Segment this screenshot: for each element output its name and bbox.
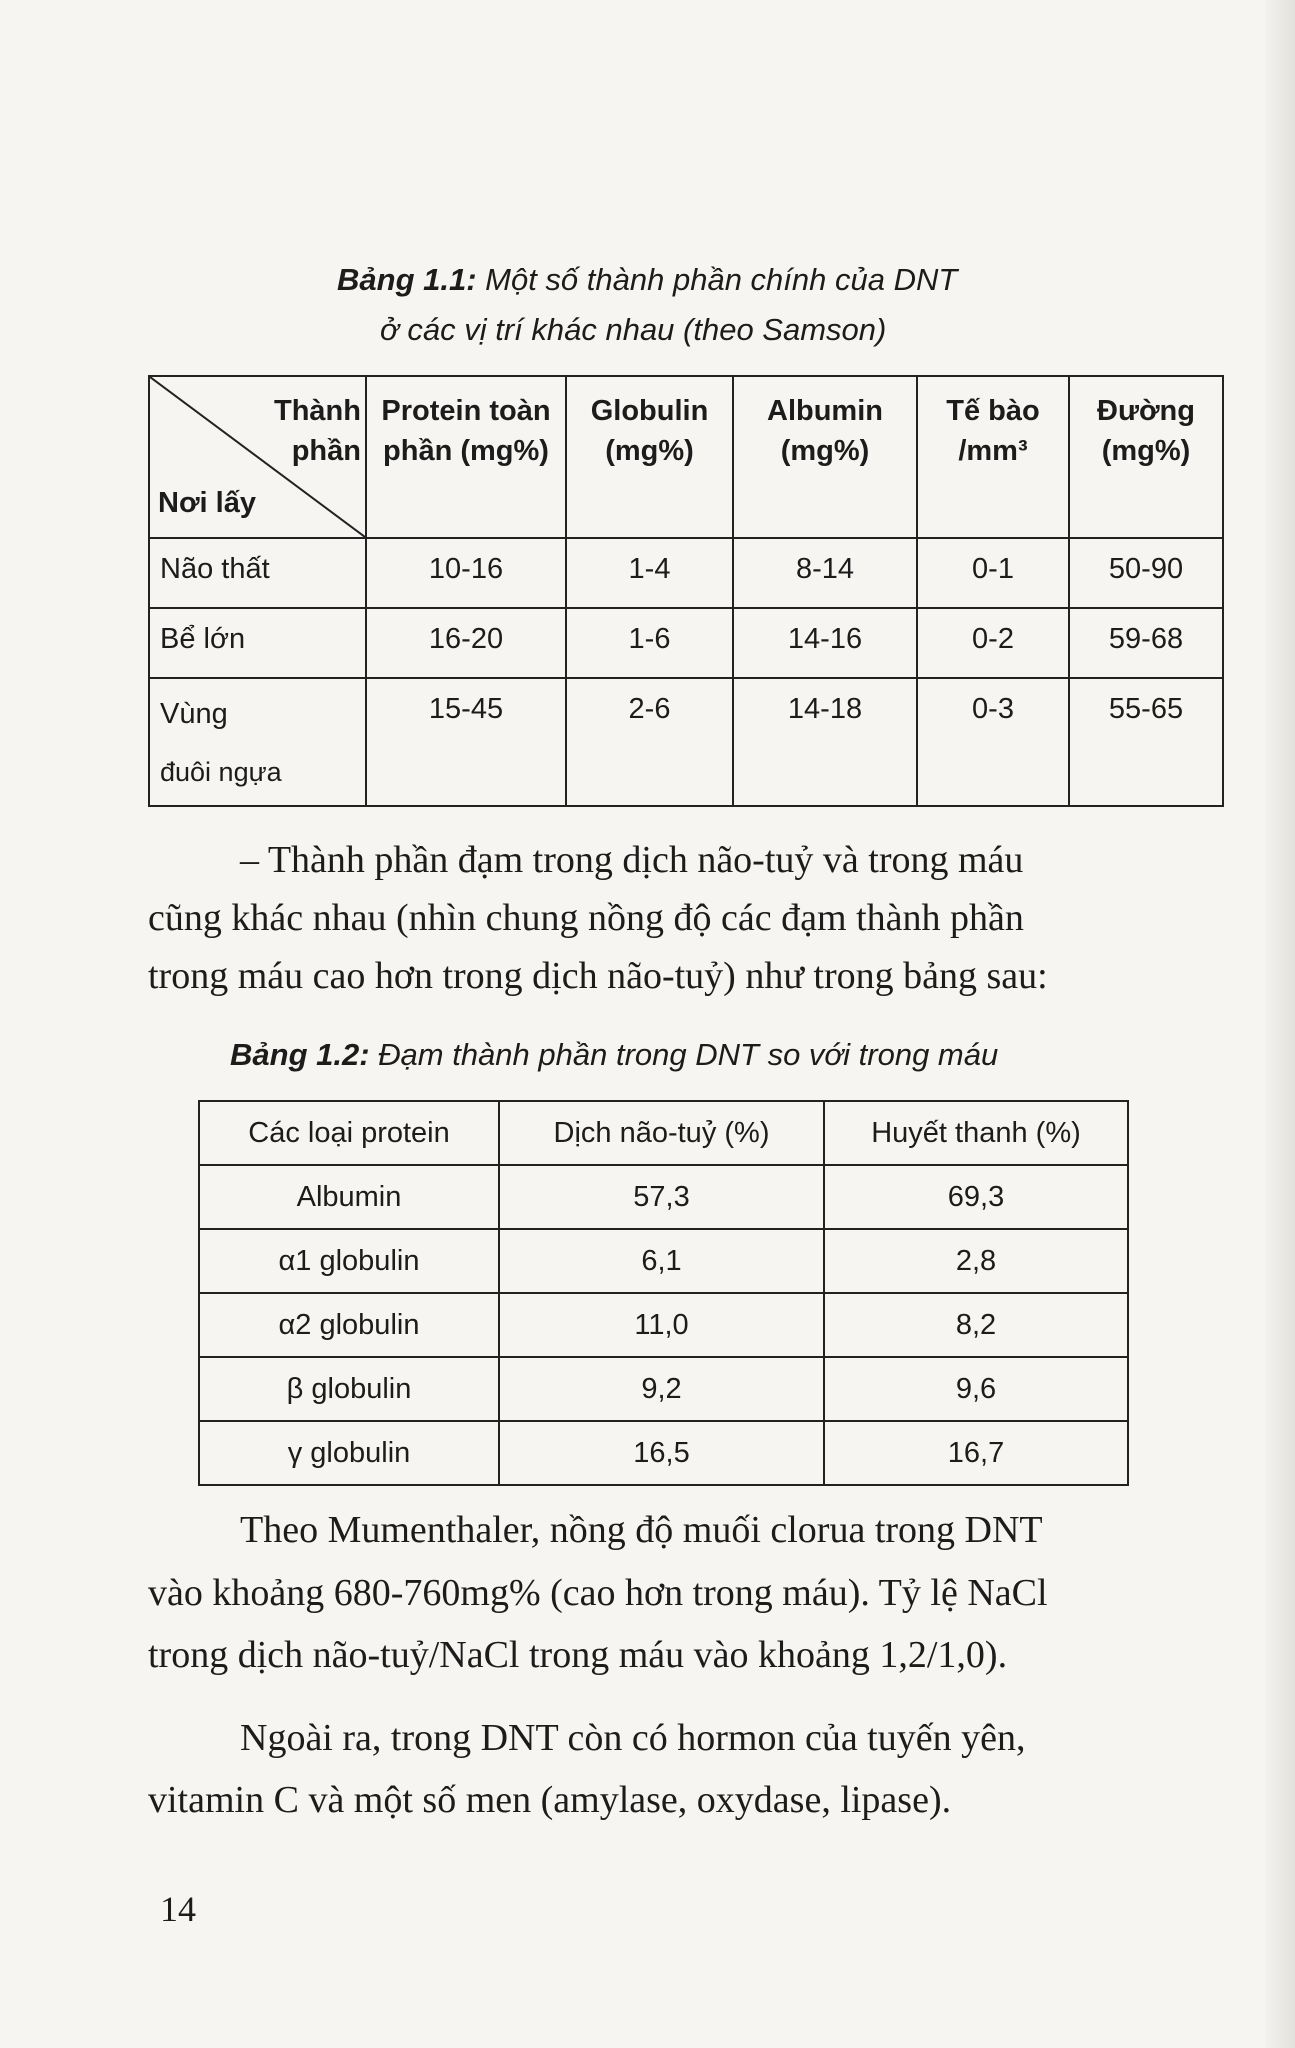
cell-csf: 6,1 xyxy=(499,1229,824,1293)
row-label: Não thất xyxy=(149,538,366,608)
paragraph1-line2: cũng khác nhau (nhìn chung nồng độ các đạm thành phần xyxy=(148,897,1024,939)
protein-fractions-table xyxy=(198,1100,1129,1486)
header-globulin: Globulin (mg%) xyxy=(566,376,733,538)
row-label: Bể lớn xyxy=(149,608,366,678)
table-header-row xyxy=(199,1101,1128,1165)
cell-globulin: 2-6 xyxy=(566,678,733,806)
row-label: Vùng đuôi ngựa xyxy=(149,678,366,806)
paragraph1-line3: trong máu cao hơn trong dịch não-tuỷ) như trong bảng sau: xyxy=(148,955,1048,997)
table1-caption-label: Bảng 1.1: xyxy=(337,262,477,297)
table1-caption-line2: ở các vị trí khác nhau (theo Samson) xyxy=(380,312,887,347)
table-row xyxy=(149,538,1223,608)
cell-serum: 9,6 xyxy=(824,1357,1128,1421)
header-cells: Tế bào /mm³ xyxy=(917,376,1069,538)
cell-cells: 0-2 xyxy=(917,608,1069,678)
cell-csf: 9,2 xyxy=(499,1357,824,1421)
cell-glucose: 59-68 xyxy=(1069,608,1223,678)
page-number: 14 xyxy=(160,1889,196,1929)
table2-caption-text: Đạm thành phần trong DNT so với trong máu xyxy=(369,1037,999,1072)
csf-components-table xyxy=(148,375,1224,807)
paragraph2-line2: vào khoảng 680-760mg% (cao hơn trong máu). Tỷ lệ NaCl xyxy=(148,1572,1048,1614)
header-protein-type: Các loại protein xyxy=(199,1101,499,1165)
header-csf: Dịch não-tuỷ (%) xyxy=(499,1101,824,1165)
table-row xyxy=(149,678,1223,806)
cell-globulin: 1-6 xyxy=(566,608,733,678)
cell-globulin: 1-4 xyxy=(566,538,733,608)
table-row xyxy=(199,1165,1128,1229)
table-row xyxy=(199,1421,1128,1485)
header-protein: Protein toàn phần (mg%) xyxy=(366,376,566,538)
corner-header-cell xyxy=(149,376,366,538)
table-row xyxy=(149,608,1223,678)
table-row xyxy=(199,1229,1128,1293)
table-row xyxy=(199,1357,1128,1421)
paragraph2-line3: trong dịch não-tuỷ/NaCl trong máu vào khoảng 1,2/1,0). xyxy=(148,1634,1008,1676)
cell-albumin: 8-14 xyxy=(733,538,917,608)
paragraph2-line1: Theo Mumenthaler, nồng độ muối clorua trong DNT xyxy=(240,1509,1043,1551)
cell-csf: 11,0 xyxy=(499,1293,824,1357)
table2-caption-label: Bảng 1.2: xyxy=(230,1037,370,1072)
paragraph3-line1: Ngoài ra, trong DNT còn có hormon của tuyến yên, xyxy=(240,1717,1026,1759)
cell-protein: 10-16 xyxy=(366,538,566,608)
paragraph3-line2: vitamin C và một số men (amylase, oxydase, lipase). xyxy=(148,1779,952,1821)
cell-serum: 8,2 xyxy=(824,1293,1128,1357)
cell-csf: 57,3 xyxy=(499,1165,824,1229)
cell-cells: 0-1 xyxy=(917,538,1069,608)
cell-cells: 0-3 xyxy=(917,678,1069,806)
table-row xyxy=(199,1293,1128,1357)
cell-glucose: 50-90 xyxy=(1069,538,1223,608)
cell-albumin: 14-16 xyxy=(733,608,917,678)
header-albumin: Albumin (mg%) xyxy=(733,376,917,538)
cell-protein-type: α2 globulin xyxy=(199,1293,499,1357)
page-edge xyxy=(1265,0,1295,2048)
cell-albumin: 14-18 xyxy=(733,678,917,806)
cell-protein-type: α1 globulin xyxy=(199,1229,499,1293)
cell-glucose: 55-65 xyxy=(1069,678,1223,806)
cell-serum: 2,8 xyxy=(824,1229,1128,1293)
table1-caption-text: Một số thành phần chính của DNT xyxy=(476,262,958,297)
cell-protein: 16-20 xyxy=(366,608,566,678)
cell-serum: 16,7 xyxy=(824,1421,1128,1485)
cell-serum: 69,3 xyxy=(824,1165,1128,1229)
corner-location-label: Nơi lấy xyxy=(158,487,256,519)
cell-protein-type: γ globulin xyxy=(199,1421,499,1485)
corner-component-label: Thành phần xyxy=(274,395,361,467)
paragraph1-line1: – Thành phần đạm trong dịch não-tuỷ và trong máu xyxy=(240,839,1024,881)
cell-protein: 15-45 xyxy=(366,678,566,806)
cell-protein-type: Albumin xyxy=(199,1165,499,1229)
header-glucose: Đường (mg%) xyxy=(1069,376,1223,538)
header-serum: Huyết thanh (%) xyxy=(824,1101,1128,1165)
cell-protein-type: β globulin xyxy=(199,1357,499,1421)
cell-csf: 16,5 xyxy=(499,1421,824,1485)
